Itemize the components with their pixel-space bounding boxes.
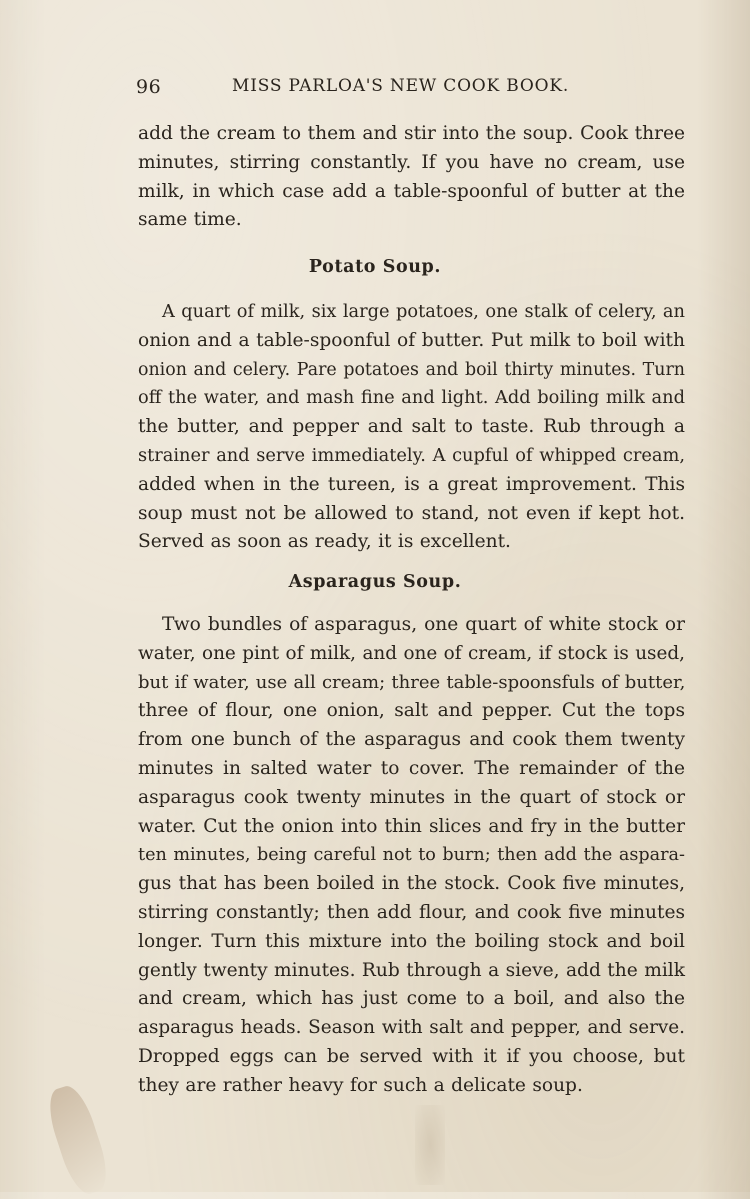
page-stain: [415, 1105, 445, 1185]
text-line: Two bundles of asparagus, one quart of white stock or: [162, 614, 685, 635]
text-line: onion and celery. Pare potatoes and boil thirty minutes. Turn: [138, 359, 685, 380]
text-line: Dropped eggs can be served with it if you choose, but: [138, 1045, 685, 1067]
text-line: minutes in salted water to cover. The remainder of the: [138, 757, 685, 779]
text-line: A quart of milk, six large potatoes, one stalk of celery, an: [162, 301, 685, 322]
text-line: from one bunch of the asparagus and cook them twenty: [138, 729, 685, 751]
potato-soup-title: Potato Soup.: [308, 257, 442, 277]
text-line: three of flour, one onion, salt and pepper. Cut the tops: [138, 700, 685, 722]
text-line: minutes, stirring constantly. If you have no cream, use: [138, 151, 685, 173]
text-line: added when in the tureen, is a great improvement. This: [138, 473, 685, 495]
text-line: the butter, and pepper and salt to taste. Rub through a: [138, 416, 685, 438]
text-line: water, one pint of milk, and one of cream, if stock is used,: [138, 642, 685, 664]
page-header: [136, 76, 586, 102]
text-line: soup must not be allowed to stand, not even if kept hot.: [138, 502, 685, 524]
text-line: but if water, use all cream; three table-spoonsfuls of butter,: [138, 671, 686, 693]
text-line: stirring constantly; then add flour, and cook five minutes: [138, 901, 685, 923]
page-stain: [42, 1082, 114, 1199]
potato-soup-paragraph: [138, 298, 685, 557]
text-line: water. Cut the onion into thin slices and fry in the butter: [138, 815, 685, 837]
asparagus-soup-title: Asparagus Soup.: [288, 572, 462, 592]
text-line: and cream, which has just come to a boil, and also the: [138, 988, 685, 1010]
asparagus-soup-paragraph: [138, 611, 685, 1101]
intro-paragraph: [138, 120, 685, 235]
text-line: ten minutes, being careful not to burn; then add the aspara-: [138, 845, 685, 866]
text-line: Served as soon as ready, it is excellent.: [138, 531, 511, 553]
text-line: asparagus cook twenty minutes in the quart of stock or: [138, 786, 685, 808]
text-line: longer. Turn this mixture into the boiling stock and boil: [138, 930, 685, 952]
text-line: add the cream to them and stir into the soup. Cook three: [138, 123, 685, 144]
text-line: gently twenty minutes. Rub through a sieve, add the milk: [138, 959, 685, 981]
text-line: strainer and serve immediately. A cupful of whipped cream,: [138, 444, 685, 466]
text-line: same time.: [138, 209, 242, 231]
page-number: 96: [136, 76, 162, 98]
text-line: off the water, and mash fine and light. Add boiling milk and: [138, 387, 685, 409]
text-line: they are rather heavy for such a delicate soup.: [138, 1074, 583, 1096]
running-title: MISS PARLOA'S NEW COOK BOOK.: [232, 76, 570, 96]
text-line: asparagus heads. Season with salt and pepper, and serve.: [138, 1017, 685, 1039]
text-line: milk, in which case add a table-spoonful of butter at the: [138, 180, 685, 202]
text-line: onion and a table-spoonful of butter. Put milk to boil with: [138, 329, 685, 351]
text-line: gus that has been boiled in the stock. Cook five minutes,: [138, 873, 685, 895]
